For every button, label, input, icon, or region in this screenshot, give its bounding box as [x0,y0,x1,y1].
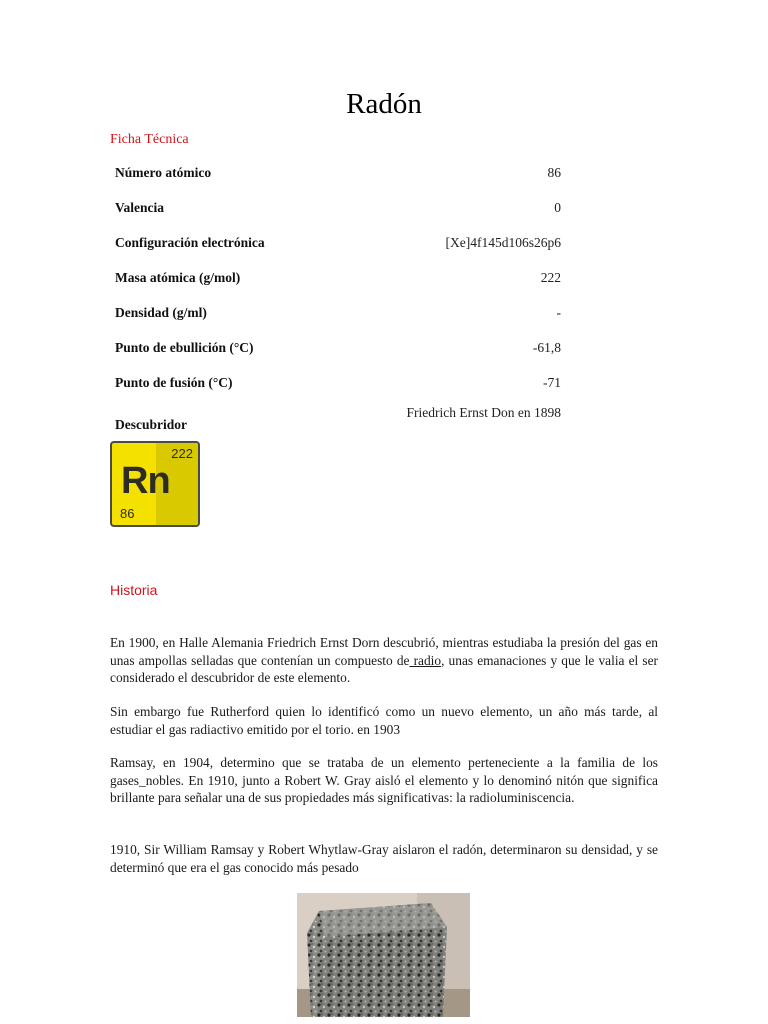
spec-value: 86 [547,165,561,180]
spec-label: Descubridor [115,417,187,432]
ficha-tecnica-heading: Ficha Técnica [110,132,189,147]
spec-label: Punto de ebullición (°C) [115,340,254,355]
spec-value: -61,8 [532,340,561,355]
spec-label: Masa atómica (g/mol) [115,270,241,285]
radio-link[interactable]: radio [409,652,442,668]
spec-row [110,368,566,403]
spec-row [110,158,566,193]
paragraph-text: , unas emanaciones y que le valia el ser considerado el descubridor de este elemento. [110,652,658,685]
spec-label: Número atómico [115,165,212,180]
spec-row [110,333,566,368]
spec-row [110,403,566,438]
spec-row [110,228,566,263]
element-tile-mass: 222 [171,446,193,461]
history-paragraph: Ramsay, en 1904, determino que se trataba de un elemento perteneciente a la familia de los gases_nobles. En 1910, junto a Robert W. Gray aisló el elemento y lo denominó nitón que significa brillante para señalar una de sus propiedades más significativas: la radioluminiscencia. [110,755,658,805]
page-title: Radón [346,88,422,120]
history-paragraph [110,634,658,687]
paragraph-text: En 1900, en Halle Alemania Friedrich Ernst Dorn descubrió, mientras estudiaba la presión del gas en unas ampollas selladas que contenían un compuesto de [110,635,658,668]
spec-row [110,298,566,333]
element-tile-number: 86 [120,506,135,521]
spec-value: Friedrich Ernst Don en 1898 [406,405,561,420]
history-paragraph: 1910, Sir William Ramsay y Robert Whytlaw-Gray aislaron el radón, determinaron su densidad, y se determinó que era el gas conocido más pesado [110,842,658,875]
element-tile-image [110,441,200,527]
history-paragraph: Sin embargo fue Rutherford quien lo identificó como un nuevo elemento, un año más tarde, al estudiar el gas radiactivo emitido por el torio. en 1903 [110,704,658,737]
spec-label: Punto de fusión (°C) [115,375,233,390]
spec-row [110,193,566,228]
spec-row [110,263,566,298]
spec-value: 222 [540,270,561,285]
spec-value: -71 [543,375,561,390]
historia-heading: Historia [110,582,158,598]
spec-label: Valencia [115,200,165,215]
spec-value: - [556,305,561,320]
spec-table [110,158,566,438]
spec-value: [Xe]4f145d106s26p6 [445,235,561,250]
granite-rock-image [297,893,470,1017]
element-tile-symbol: Rn [121,460,170,502]
spec-value: 0 [554,200,561,215]
spec-label: Densidad (g/ml) [115,305,207,320]
granite-rock-graphic [297,893,470,1017]
spec-label: Configuración electrónica [115,235,265,250]
